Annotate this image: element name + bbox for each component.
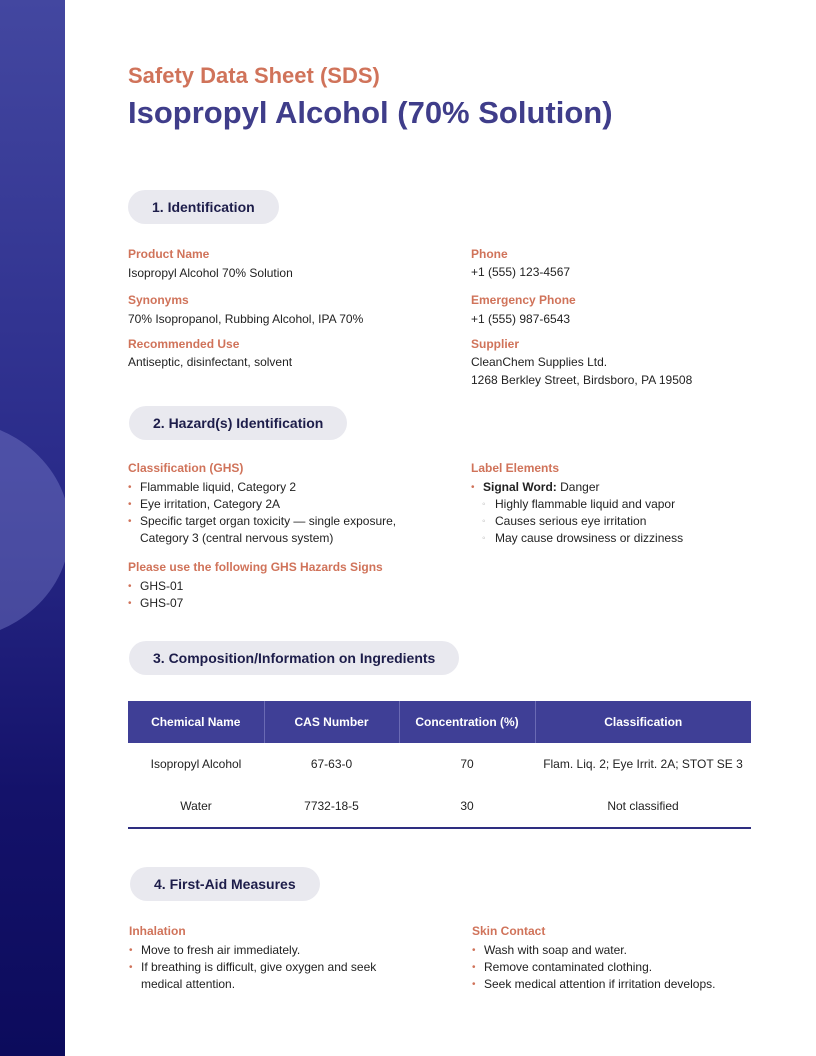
table-cell: Isopropyl Alcohol <box>150 757 242 771</box>
list-item: • Remove contaminated clothing. <box>472 959 752 976</box>
section-heading-first-aid: 4. First-Aid Measures <box>130 867 320 901</box>
recommended-use-label: Recommended Use <box>128 337 240 351</box>
ghs-signs-label: Please use the following GHS Hazards Signs <box>128 560 383 574</box>
table-cell: 30 <box>399 785 535 828</box>
supplier-name: CleanChem Supplies Ltd. <box>471 355 608 369</box>
phone-value: +1 (555) 123-4567 <box>471 265 571 279</box>
ghs-signs-list <box>128 578 428 612</box>
table-row <box>128 785 751 828</box>
table-cell: 7732-18-5 <box>264 785 399 828</box>
table-cell: 67-63-0 <box>310 757 353 771</box>
list-item: ◦ May cause drowsiness or dizziness <box>471 530 751 547</box>
list-item: • GHS-01 <box>128 578 428 595</box>
supplier-label: Supplier <box>471 337 520 351</box>
classification-label: Classification (GHS) <box>128 461 244 475</box>
signal-word-label: Signal Word: <box>483 480 557 494</box>
classification-list <box>128 479 428 547</box>
hazard-statements-list <box>471 496 751 547</box>
phone-label: Phone <box>471 247 508 261</box>
list-item: • GHS-07 <box>128 595 428 612</box>
list-item: • Specific target organ toxicity — single exposure, Category 3 (central nervous system) <box>128 513 428 547</box>
product-name-value: Isopropyl Alcohol 70% Solution <box>128 266 293 280</box>
document-subtitle: Safety Data Sheet (SDS) <box>128 63 380 88</box>
list-item: • If breathing is difficult, give oxygen and seek medical attention. <box>129 959 419 993</box>
section-heading-hazards: 2. Hazard(s) Identification <box>129 406 347 440</box>
emergency-phone-label: Emergency Phone <box>471 293 576 307</box>
supplier-address: 1268 Berkley Street, Birdsboro, PA 19508 <box>471 373 693 387</box>
decorative-sidebar <box>0 0 65 1056</box>
recommended-use-value: Antiseptic, disinfectant, solvent <box>128 355 293 369</box>
emergency-phone-value: +1 (555) 987-6543 <box>471 312 571 326</box>
document-title: Isopropyl Alcohol (70% Solution) <box>128 95 613 130</box>
list-item: • Eye irritation, Category 2A <box>128 496 428 513</box>
label-elements-label: Label Elements <box>471 461 560 475</box>
table-cell: Water <box>128 785 264 828</box>
table-cell: 70 <box>460 757 474 771</box>
synonyms-label: Synonyms <box>128 293 189 307</box>
section-heading-identification: 1. Identification <box>128 190 279 224</box>
inhalation-list <box>129 942 419 993</box>
list-item: ◦ Causes serious eye irritation <box>471 513 751 530</box>
skin-contact-list <box>472 942 752 993</box>
section-heading-composition: 3. Composition/Information on Ingredients <box>129 641 459 675</box>
list-item: • Flammable liquid, Category 2 <box>128 479 428 496</box>
product-name-label: Product Name <box>128 247 210 261</box>
table-row <box>128 743 751 785</box>
list-item: • Move to fresh air immediately. <box>129 942 419 959</box>
list-item: ◦ Highly flammable liquid and vapor <box>471 496 751 513</box>
table-cell: Not classified <box>535 785 751 828</box>
column-header: Concentration (%) <box>399 701 535 743</box>
list-item: • Wash with soap and water. <box>472 942 752 959</box>
inhalation-label: Inhalation <box>129 924 186 938</box>
signal-word-item <box>471 479 751 496</box>
signal-word-value: Danger <box>560 480 600 494</box>
table-cell: Flam. Liq. 2; Eye Irrit. 2A; STOT SE 3 <box>543 757 743 771</box>
synonyms-value: 70% Isopropanol, Rubbing Alcohol, IPA 70% <box>128 312 364 326</box>
table-header-row <box>128 701 751 743</box>
decorative-circle <box>0 420 65 640</box>
composition-table <box>128 701 751 829</box>
column-header: Classification <box>535 701 751 743</box>
skin-contact-label: Skin Contact <box>472 924 546 938</box>
column-header: CAS Number <box>264 701 399 743</box>
column-header: Chemical Name <box>128 701 264 743</box>
list-item: • Seek medical attention if irritation develops. <box>472 976 752 993</box>
signal-word-list <box>471 479 751 496</box>
